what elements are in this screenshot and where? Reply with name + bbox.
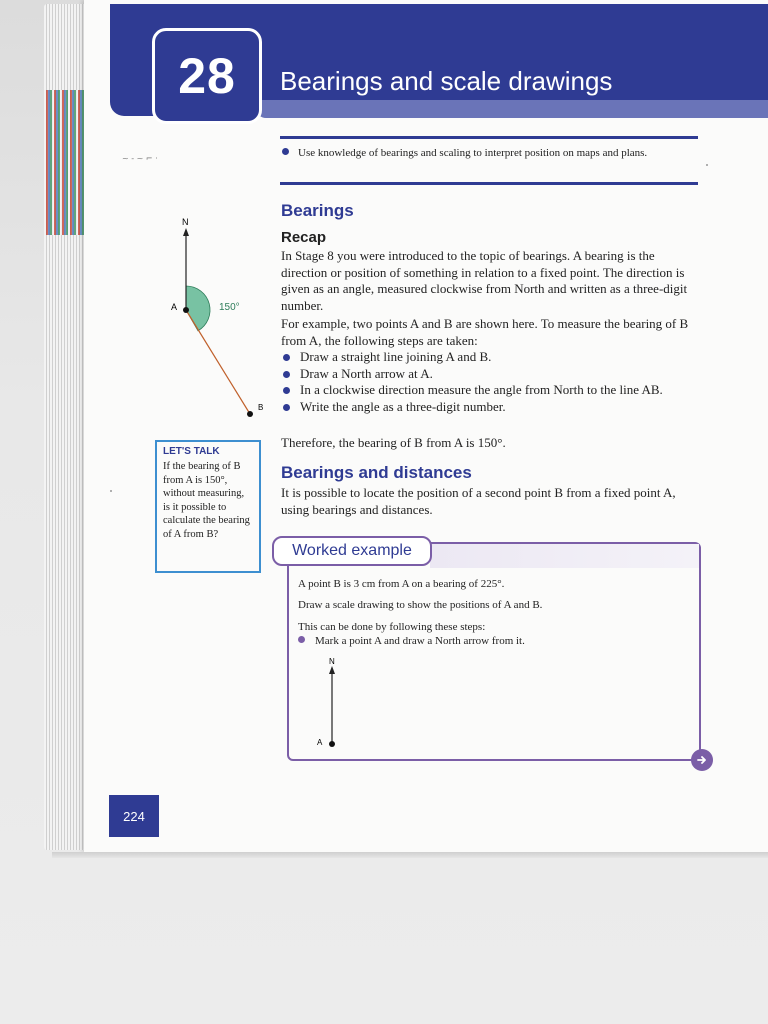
bullet-icon (283, 387, 290, 394)
point-a (183, 307, 189, 313)
point-a (329, 741, 335, 747)
worked-example-line: This can be done by following these steps: (298, 621, 486, 633)
page-number-box (109, 795, 159, 837)
worked-example-step (298, 634, 688, 648)
lets-talk-title: LET'S TALK (163, 446, 220, 457)
section-heading-bearings: Bearings (281, 201, 354, 220)
page-bottom-edge (52, 852, 768, 858)
recap-heading: Recap (281, 229, 327, 246)
lets-talk-box (155, 440, 261, 573)
angle-sector (186, 286, 210, 331)
steps-list (283, 349, 683, 415)
example-intro: For example, two points A and B are shown here. To measure the bearing of B from A, the following steps are taken: (281, 316, 689, 348)
north-arrow-diagram (312, 652, 352, 752)
objective-top-rule (280, 136, 698, 139)
list-item (283, 382, 683, 399)
bearing-diagram (160, 214, 280, 424)
chapter-number-box (152, 28, 262, 124)
worked-example-line: A point B is 3 cm from A on a bearing of 225°. (298, 578, 505, 590)
step-text: Write the angle as a three-digit number. (300, 398, 506, 414)
chapter-header-accent (256, 100, 768, 118)
worked-example-line: Draw a scale drawing to show the positions of A and B. (298, 599, 543, 611)
bullet-icon (282, 148, 289, 155)
worked-example-tab (272, 536, 432, 566)
recap-paragraph: In Stage 8 you were introduced to the topic of bearings. A bearing is the direction or position of something in relation to a fixed point. The direction is given as an angle, measured clockwise from North and written as a three-digit number. (281, 248, 688, 313)
bearing-conclusion: Therefore, the bearing of B from A is 150°. (281, 435, 506, 450)
list-item (283, 399, 683, 416)
list-item (283, 366, 683, 383)
list-item (283, 349, 683, 366)
scan-speck (110, 490, 112, 492)
bullet-icon (283, 404, 290, 411)
lets-talk-question: If the bearing of B from A is 150°, without measuring, is it possible to calculate the bearing of A from B? (163, 461, 250, 540)
north-label: N (182, 217, 189, 227)
line-ab (186, 310, 250, 414)
bullet-icon (298, 636, 305, 643)
step-text: Mark a point A and draw a North arrow from it. (315, 635, 525, 647)
north-arrow-icon (183, 228, 189, 236)
scan-speck (706, 164, 708, 166)
objective-text: Use knowledge of bearings and scaling to interpret position on maps and plans. (298, 147, 648, 159)
bullet-icon (283, 354, 290, 361)
chapter-title: Bearings and scale drawings (280, 66, 613, 96)
continue-arrow-icon (691, 749, 713, 771)
page-tab-edges (46, 90, 86, 235)
point-b-label: B (258, 403, 264, 412)
worked-example-header (430, 544, 699, 568)
step-text: In a clockwise direction measure the angle from North to the line AB. (300, 382, 663, 397)
objective-bottom-rule (280, 182, 698, 185)
north-label: N (329, 657, 335, 666)
chapter-number: 28 (178, 48, 236, 104)
point-a-label: A (317, 738, 323, 747)
angle-label: 150° (219, 302, 240, 313)
section-heading-distances: Bearings and distances (281, 463, 472, 482)
point-b (247, 411, 253, 417)
step-text: Draw a North arrow at A. (300, 365, 433, 381)
point-a-label: A (171, 302, 178, 312)
worked-example-label: Worked example (292, 542, 412, 559)
page-number: 224 (123, 808, 145, 824)
north-arrow-icon (329, 666, 335, 674)
distances-paragraph: It is possible to locate the position of a second point B from a fixed point A, using bearings and distances. (281, 485, 676, 517)
bullet-icon (283, 371, 290, 378)
learning-objective (282, 146, 682, 161)
step-text: Draw a straight line joining A and B. (300, 349, 492, 364)
pencil-mark: ~ - ~ ⌐ · (122, 154, 158, 163)
